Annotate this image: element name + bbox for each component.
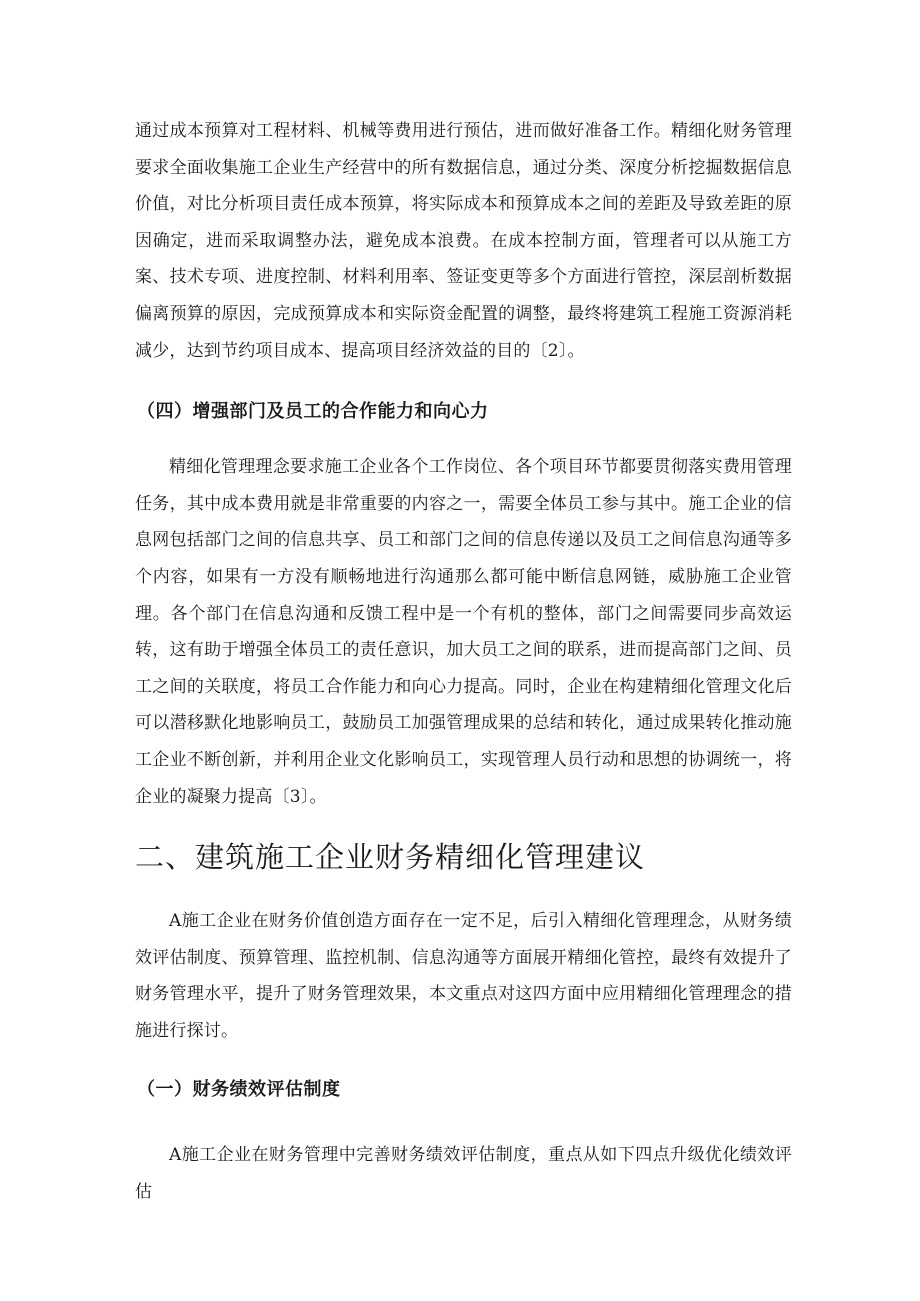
section-subheading: （一）财务绩效评估制度 xyxy=(137,1079,341,1101)
body-paragraph: 通过成本预算对工程材料、机械等费用进行预估，进而做好准备工作。精细化财务管理要求全面收集施工企业生产经营中的所有数据信息，通过分类、深度分析挖掘数据信息价值，对比分析项目责任成本预算，将实际成本和预算成本之间的差距及导致差距的原因确定，进而采取调整办法，避免成本浪费。在成本控制方面，管理者可以从施工方案、技术专项、进度控制、材料利用率、签证变更等多个方面进行管控，深层剖析数据偏离预算的原因，完成预算成本和实际资金配置的调整，最终将建筑工程施工资源消耗减少，达到节约项目成本、提高项目经济效益的目的〔2〕。 xyxy=(135,121,792,361)
body-paragraph: A施工企业在财务管理中完善财务绩效评估制度，重点从如下四点升级优化绩效评估 xyxy=(135,1145,792,1203)
section-subheading: （四）增强部门及员工的合作能力和向心力 xyxy=(137,401,489,423)
body-paragraph: A施工企业在财务价值创造方面存在一定不足，后引入精细化管理理念，从财务绩效评估制度、预算管理、监控机制、信息沟通等方面展开精细化管控，最终有效提升了财务管理水平，提升了财务管理效果，本文重点对这四方面中应用精细化管理理念的措施进行探讨。 xyxy=(135,911,792,1041)
body-paragraph: 精细化管理理念要求施工企业各个工作岗位、各个项目环节都要贯彻落实费用管理任务，其中成本费用就是非常重要的内容之一，需要全体员工参与其中。施工企业的信息网包括部门之间的信息共享、员工和部门之间的信息传递以及员工之间信息沟通等多个内容，如果有一方没有顺畅地进行沟通那么都可能中断信息网链，威胁施工企业管理。各个部门在信息沟通和反馈工程中是一个有机的整体，部门之间需要同步高效运转，这有助于增强全体员工的责任意识，加大员工之间的联系，进而提高部门之间、员工之间的关联度，将员工合作能力和向心力提高。同时，企业在构建精细化管理文化后可以潜移默化地影响员工，鼓励员工加强管理成果的总结和转化，通过成果转化推动施工企业不断创新，并利用企业文化影响员工，实现管理人员行动和思想的协调统一，将企业的凝聚力提高〔3〕。 xyxy=(135,457,792,807)
section-heading: 二、建筑施工企业财务精细化管理建议 xyxy=(135,840,646,875)
